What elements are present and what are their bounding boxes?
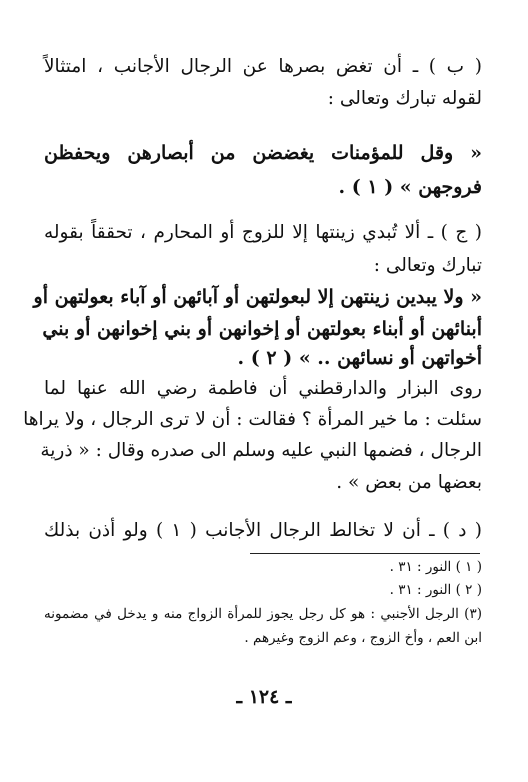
- quran-quote-line-3: « ولا يبدين زينتهن إلا لبعولتهن أو آبائهن أو آباء بعولتهن أو: [33, 286, 482, 308]
- quran-quote-line-2: فروجهن » ( ١ ) .: [338, 176, 482, 198]
- text-line-j-2: تبارك وتعالى :: [373, 255, 482, 276]
- footnote-3-line-2: ابن العم ، وأخ الزوج ، وعم الزوج وغيرهم .: [244, 630, 482, 646]
- footnote-1: ( ١ ) النور : ٣١ .: [389, 559, 482, 575]
- footnote-3-line-1: (٣) الرجل الأجنبي : هو كل رجل يجوز للمرأة الزواج منه و يدخل في مضمونه: [44, 606, 482, 622]
- hadith-line-1: روى البزار والدارقطني أن فاطمة رضي الله عنها لما: [44, 378, 482, 399]
- text-line-j-1: ( ج ) ـ ألا تُبدي زينتها إلا للزوج أو المحارم ، تحققاً بقوله: [44, 222, 482, 243]
- footnote-2: ( ٢ ) النور : ٣١ .: [389, 582, 482, 598]
- hadith-line-4: بعضها من بعض » .: [336, 472, 482, 493]
- quran-quote-line-4: أبنائهن أو أبناء بعولتهن أو إخوانهن أو بني إخوانهن أو بني: [42, 318, 482, 340]
- quran-quote-line-5: أخواتهن أو نسائهن .. » ( ٢ ) .: [237, 347, 482, 369]
- text-line-b-2: لقوله تبارك وتعالى :: [327, 88, 482, 109]
- footnote-separator: [250, 553, 480, 554]
- quran-quote-line-1: « وقل للمؤمنات يغضضن من أبصارهن ويحفظن: [44, 142, 482, 164]
- text-line-b-1: ( ب ) ـ أن تغض بصرها عن الرجال الأجانب ، امتثالاً: [44, 56, 482, 77]
- page-number: ـ ١٢٤ ـ: [236, 686, 292, 708]
- text-line-d-1: ( د ) ـ أن لا تخالط الرجال الأجانب ( ١ ) ولو أذن بذلك: [44, 520, 482, 541]
- hadith-line-2: سئلت : ما خير المرأة ؟ فقالت : أن لا ترى الرجال ، ولا يراها: [23, 409, 482, 430]
- hadith-line-3: الرجال ، فضمها النبي عليه وسلم الى صدره وقال : « ذرية: [40, 440, 482, 461]
